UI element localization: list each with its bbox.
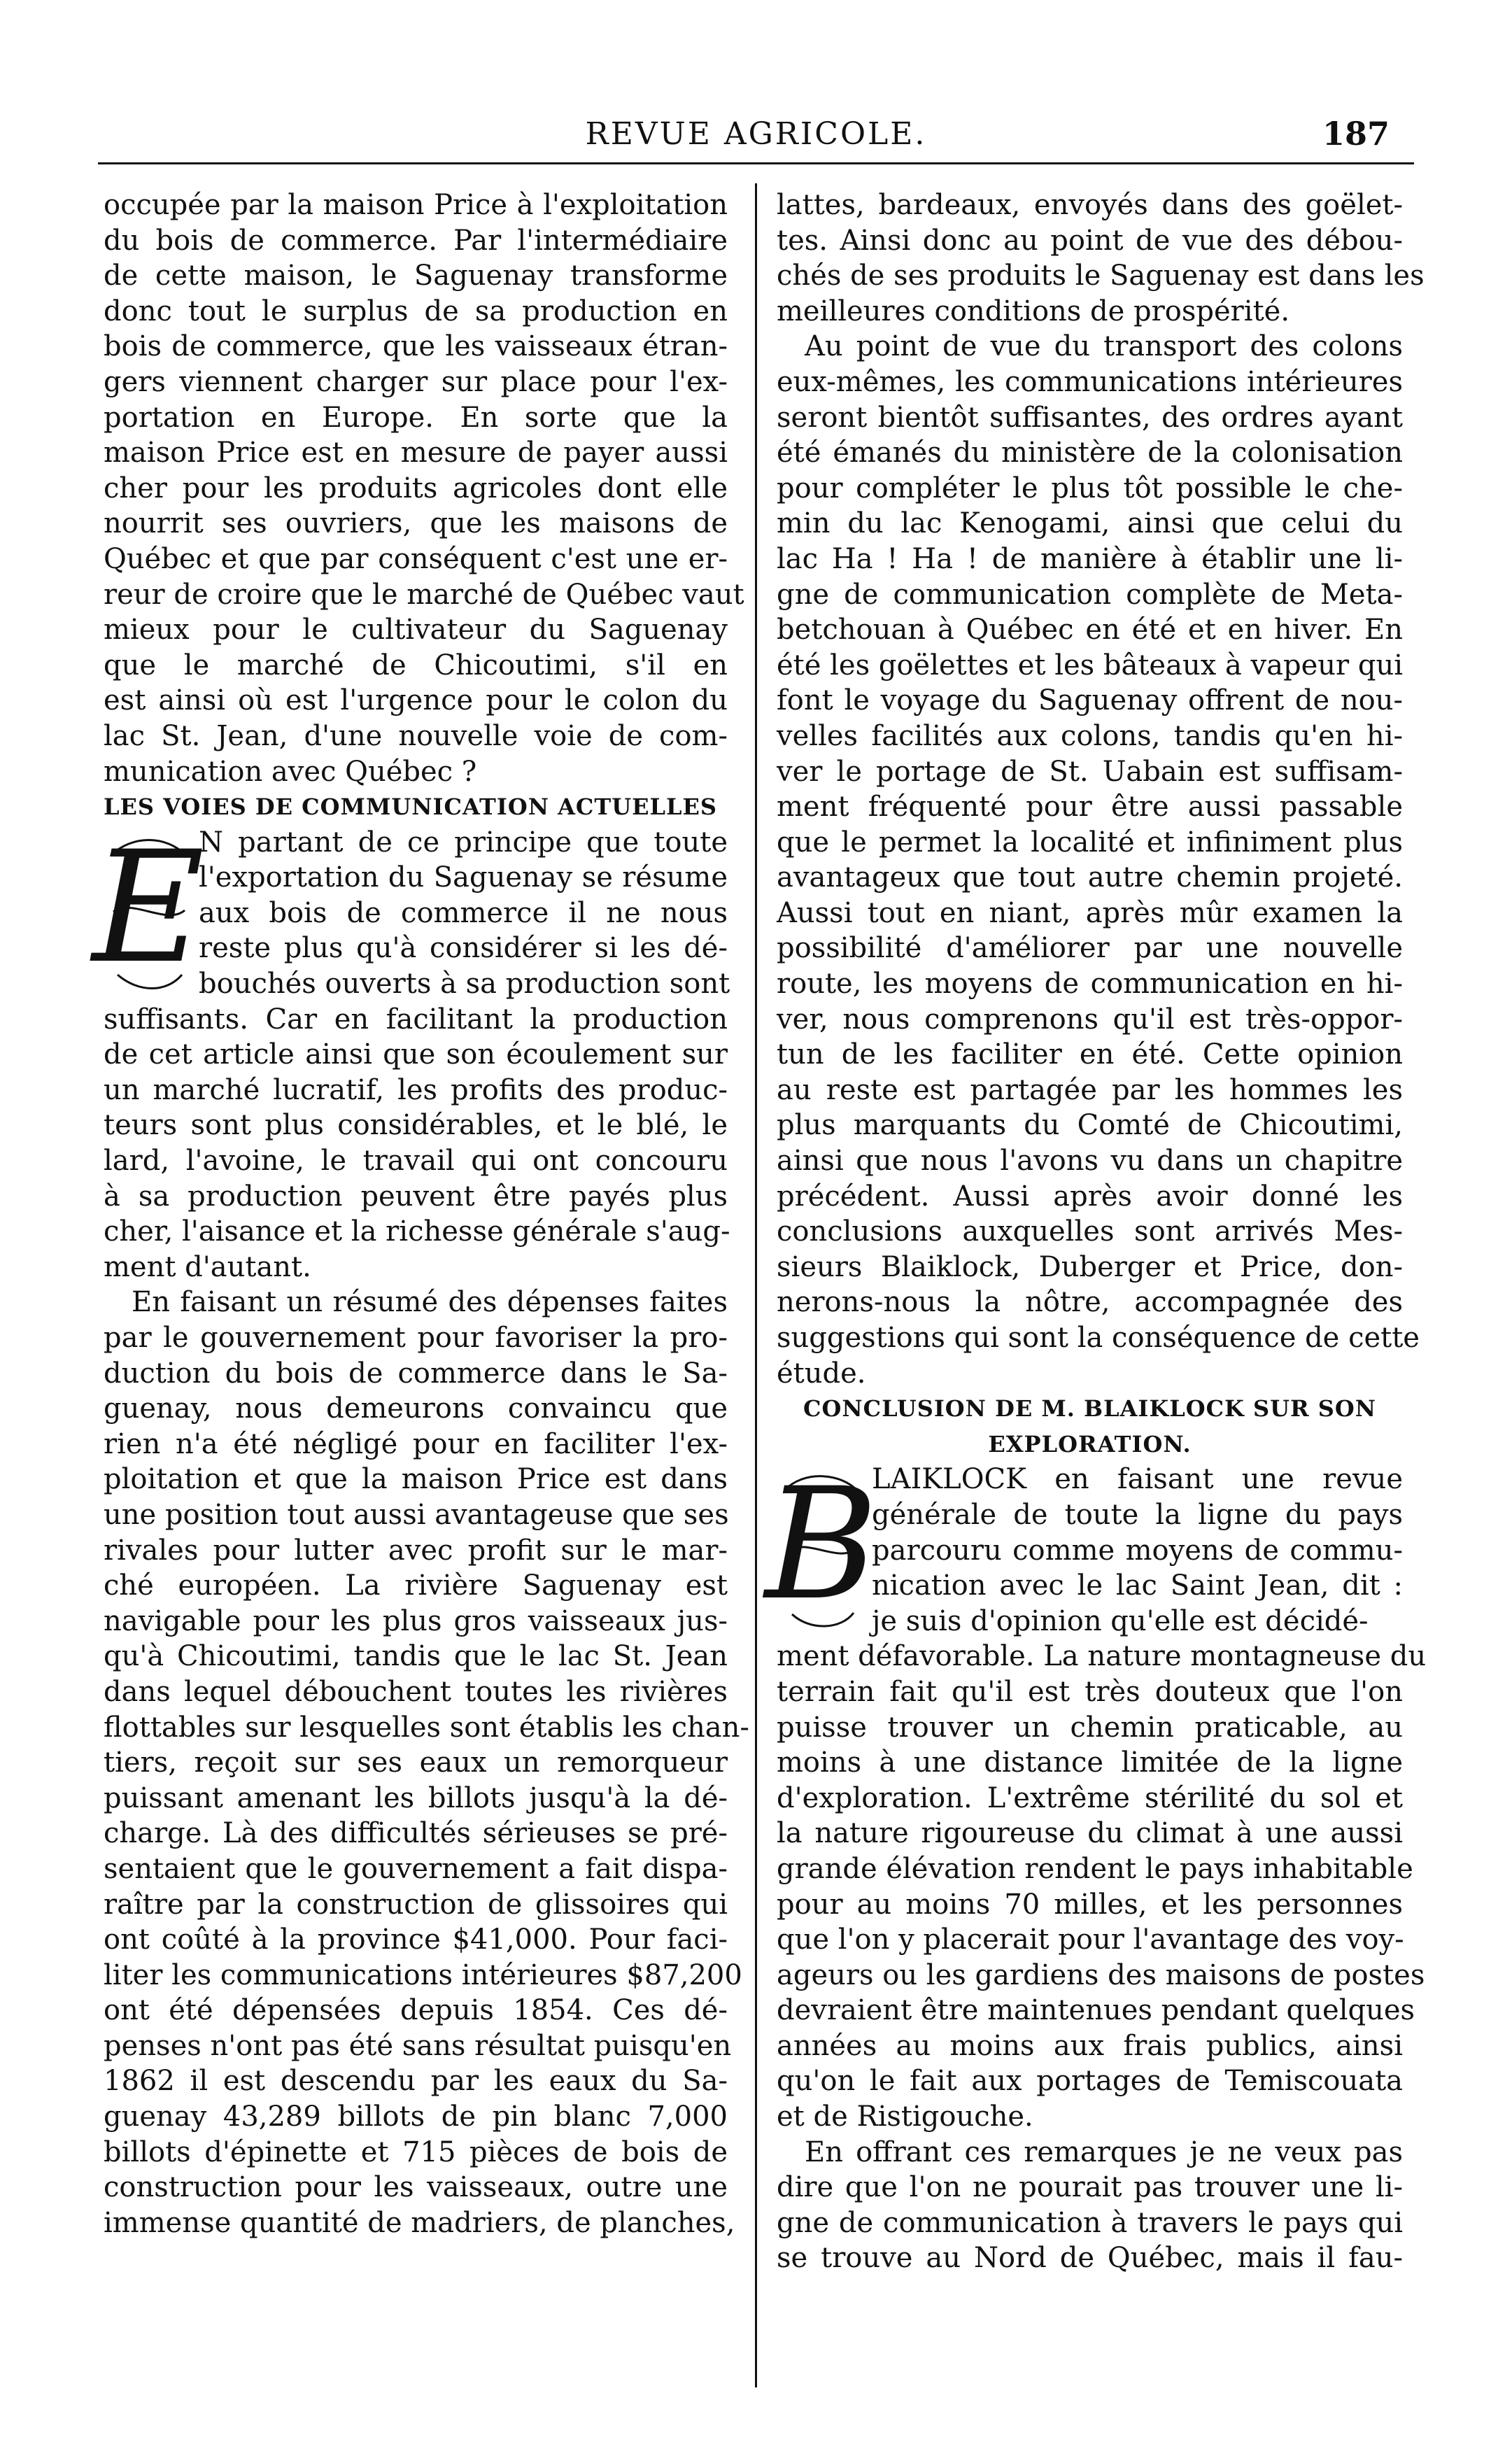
text-line: à sa production peuvent être payés plus <box>104 1180 728 1213</box>
text-line: lac Ha ! Ha ! de manière à établir une li- <box>777 542 1403 575</box>
dropcap-block <box>92 817 730 1002</box>
text-line: duction du bois de commerce dans le Sa- <box>104 1357 728 1390</box>
text-line: flottables sur lesquelles sont établis les chan- <box>104 1711 749 1744</box>
text-line: parcouru comme moyens de commu- <box>872 1534 1403 1567</box>
running-title: REVUE AGRICOLE. <box>585 116 927 152</box>
paragraph <box>104 1285 749 2240</box>
ornamental-initial-e <box>92 817 205 1001</box>
text-line: que le permet la localité et infiniment plus <box>777 826 1403 859</box>
text-line: navigable pour les plus gros vaisseaux jus- <box>104 1604 728 1637</box>
text-line: sentaient que le gouvernement a fait dispa- <box>104 1852 728 1885</box>
text-line: maison Price est en mesure de payer aussi <box>104 437 728 470</box>
text-line: conclusions auxquelles sont arrivés Mes- <box>777 1215 1403 1248</box>
text-line: construction pour les vaisseaux, outre une <box>104 2171 728 2204</box>
text-line: billots d'épinette et 715 pièces de bois de <box>104 2136 728 2168</box>
text-line: donc tout le surplus de sa production en <box>104 295 728 327</box>
dropcap-lines <box>199 825 728 1002</box>
text-line: suggestions qui sont la conséquence de cette <box>777 1322 1420 1354</box>
text-line: est ainsi où est l'urgence pour le colon du <box>104 684 728 717</box>
text-line: par le gouvernement pour favoriser la pro- <box>104 1322 728 1354</box>
text-line: min du lac Kenogami, ainsi que celui du <box>777 507 1403 540</box>
text-line: chés de ses produits le Saguenay est dans les <box>777 260 1425 292</box>
text-line: rien n'a été négligé pour en faciliter l'ex- <box>104 1427 728 1460</box>
text-line: puissant amenant les billots jusqu'à la dé- <box>104 1781 728 1814</box>
text-line: été les goëlettes et les bâteaux à vapeur qui <box>777 649 1404 682</box>
text-line: dans lequel débouchent toutes les rivières <box>104 1675 728 1708</box>
text-line: cher, l'aisance et la richesse générale s'aug- <box>104 1215 730 1248</box>
text-line: velles facilités aux colons, tandis qu'en hi- <box>777 719 1403 752</box>
header-rule <box>98 162 1414 164</box>
text-line: portation en Europe. En sorte que la <box>104 401 728 434</box>
text-line: gne de communication complète de Meta- <box>777 578 1403 611</box>
text-line: aux bois de commerce il ne nous <box>199 896 728 929</box>
text-line: bois de commerce, que les vaisseaux étran- <box>104 330 728 363</box>
text-line: ont coûté à la province $41,000. Pour faci- <box>104 1924 728 1956</box>
paragraph <box>777 1639 1427 2134</box>
text-line: En faisant un résumé des dépenses faites <box>132 1286 728 1319</box>
text-line: se trouve au Nord de Québec, mais il fau- <box>777 2242 1403 2275</box>
text-line: betchouan à Québec en été et en hiver. En <box>777 614 1403 647</box>
text-line: précédent. Aussi après avoir donné les <box>777 1180 1403 1213</box>
text-line: ont été dépensées depuis 1854. Ces dé- <box>104 1994 728 2027</box>
text-line: occupée par la maison Price à l'exploitation <box>104 189 728 221</box>
paragraph <box>777 188 1425 329</box>
text-line: penses n'ont pas été sans résultat puisqu'en <box>104 2029 732 2062</box>
text-line: Québec et que par conséquent c'est une er- <box>104 542 728 575</box>
text-line: guenay, nous demeurons convaincu que <box>104 1392 728 1425</box>
text-line: Aussi tout en niant, après mûr examen la <box>777 896 1403 929</box>
text-line: nourrit ses ouvriers, que les maisons de <box>104 507 728 540</box>
text-line: ment fréquenté pour être aussi passable <box>777 791 1403 824</box>
text-line: raître par la construction de glissoires qui <box>104 1888 728 1921</box>
text-line: Au point de vue du transport des colons <box>805 330 1403 363</box>
text-line: terrain fait qu'il est très douteux que l'on <box>777 1675 1403 1708</box>
text-line: été émanés du ministère de la colonisation <box>777 437 1403 470</box>
text-line: cher pour les produits agricoles dont elle <box>104 472 728 504</box>
text-line: qu'on le fait aux portages de Temiscouata <box>777 2065 1403 2098</box>
text-line: que le marché de Chicoutimi, s'il en <box>104 649 728 682</box>
text-line: reste plus qu'à considérer si les dé- <box>199 932 728 965</box>
dropcap-lines <box>872 1462 1403 1639</box>
text-line: charge. Là des difficultés sérieuses se pré- <box>104 1817 728 1850</box>
paragraph <box>777 2135 1403 2276</box>
paragraph <box>104 188 744 789</box>
text-line: lattes, bardeaux, envoyés dans des goëlet- <box>777 189 1403 221</box>
text-line: de cette maison, le Saguenay transforme <box>104 260 728 292</box>
text-line: font le voyage du Saguenay offrent de nou- <box>777 684 1403 717</box>
text-line: ploitation et que la maison Price est dans <box>104 1463 728 1496</box>
text-line: tiers, reçoit sur ses eaux un remorqueur <box>104 1746 728 1779</box>
text-line: et de Ristigouche. <box>777 2101 1033 2133</box>
left-column <box>92 188 749 2240</box>
text-line: ver, nous comprenons qu'il est très-oppor- <box>777 1003 1403 1036</box>
text-line: moins à une distance limitée de la ligne <box>777 1746 1403 1779</box>
section-heading: CONCLUSION DE M. BLAIKLOCK SUR SON <box>803 1395 1376 1423</box>
dropcap-letter: E <box>92 817 205 997</box>
text-line: nication avec le lac Saint Jean, dit : <box>872 1569 1403 1602</box>
text-line: ment défavorable. La nature montagneuse du <box>777 1640 1427 1673</box>
text-line: N partant de ce principe que toute <box>199 826 728 859</box>
text-line: mieux pour le cultivateur du Saguenay <box>104 614 728 647</box>
text-line: de cet article ainsi que son écoulement sur <box>104 1038 728 1071</box>
text-line: suffisants. Car en facilitant la production <box>104 1003 728 1036</box>
text-line: ageurs ou les gardiens des maisons de postes <box>777 1959 1425 1991</box>
dropcap-letter: B <box>765 1455 878 1635</box>
text-line: teurs sont plus considérables, et le blé, le <box>104 1109 728 1142</box>
text-line: lac St. Jean, d'une nouvelle voie de com- <box>104 719 728 752</box>
column-divider <box>755 183 757 2387</box>
paragraph <box>777 329 1420 1391</box>
text-line: plus marquants du Comté de Chicoutimi, <box>777 1109 1403 1142</box>
text-line: je suis d'opinion qu'elle est décidé- <box>872 1604 1369 1637</box>
text-line: bouchés ouverts à sa production sont <box>199 968 730 1001</box>
text-line: gers viennent charger sur place pour l'ex- <box>104 365 728 398</box>
text-line: gne de communication à travers le pays qui <box>777 2206 1403 2239</box>
text-line: route, les moyens de communication en hi- <box>777 968 1403 1001</box>
section-heading: LES VOIES DE COMMUNICATION ACTUELLES <box>104 793 717 821</box>
text-line: lard, l'avoine, le travail qui ont concouru <box>104 1145 728 1178</box>
section-heading-continued: EXPLORATION. <box>988 1430 1192 1458</box>
text-line: devraient être maintenues pendant quelques <box>777 1994 1415 2027</box>
text-line: que l'on y placerait pour l'avantage des voy- <box>777 1924 1404 1956</box>
text-line: reur de croire que le marché de Québec vaut <box>104 578 744 611</box>
text-line: guenay 43,289 billots de pin blanc 7,000 <box>104 2101 728 2133</box>
text-line: nerons-nous la nôtre, accompagnée des <box>777 1286 1403 1319</box>
text-line: ainsi que nous l'avons vu dans un chapitre <box>777 1145 1403 1178</box>
text-line: d'exploration. L'extrême stérilité du sol et <box>777 1781 1403 1814</box>
text-line: un marché lucratif, les profits des produc- <box>104 1073 728 1106</box>
text-line: sieurs Blaiklock, Duberger et Price, don- <box>777 1250 1403 1283</box>
text-line: En offrant ces remarques je ne veux pas <box>805 2136 1403 2168</box>
text-line: tun de les faciliter en été. Cette opinion <box>777 1038 1403 1071</box>
text-line: années au moins aux frais publics, ainsi <box>777 2029 1403 2062</box>
text-line: avantageux que tout autre chemin projeté. <box>777 861 1403 894</box>
text-line: générale de toute la ligne du pays <box>872 1498 1403 1531</box>
text-line: ment d'autant. <box>104 1250 311 1283</box>
text-line: l'exportation du Saguenay se résume <box>199 861 728 894</box>
text-line: étude. <box>777 1357 866 1390</box>
text-line: au reste est partagée par les hommes les <box>777 1073 1403 1106</box>
text-line: ché européen. La rivière Saguenay est <box>104 1569 728 1602</box>
text-line: la nature rigoureuse du climat à une aussi <box>777 1817 1403 1850</box>
paragraph <box>104 1002 728 1285</box>
text-line: immense quantité de madriers, de planches, <box>104 2206 735 2239</box>
text-line: 1862 il est descendu par les eaux du Sa- <box>104 2065 728 2098</box>
text-line: liter les communications intérieures $87,200 <box>104 1959 742 1991</box>
text-line: meilleures conditions de prospérité. <box>777 295 1290 327</box>
text-line: pour compléter le plus tôt possible le che- <box>777 472 1403 504</box>
text-line: dire que l'on ne pourait pas trouver une li- <box>777 2171 1403 2204</box>
text-line: qu'à Chicoutimi, tandis que le lac St. Jean <box>104 1640 728 1673</box>
text-line: possibilité d'améliorer par une nouvelle <box>777 932 1403 965</box>
text-line: tes. Ainsi donc au point de vue des débou- <box>777 224 1403 257</box>
text-line: puisse trouver un chemin praticable, au <box>777 1711 1403 1744</box>
text-line: LAIKLOCK en faisant une revue <box>872 1463 1403 1496</box>
text-line: du bois de commerce. Par l'intermédiaire <box>104 224 728 257</box>
text-line: munication avec Québec ? <box>104 755 477 788</box>
text-line: eux-mêmes, les communications intérieures <box>777 365 1403 398</box>
text-line: ver le portage de St. Uabain est suffisam- <box>777 755 1403 788</box>
text-line: rivales pour lutter avec profit sur le mar- <box>104 1534 728 1567</box>
dropcap-block <box>765 1455 1403 1639</box>
page-number: 187 <box>1322 115 1390 153</box>
text-line: une position tout aussi avantageuse que ses <box>104 1498 729 1531</box>
right-column <box>765 188 1427 2276</box>
text-line: seront bientôt suffisantes, des ordres ayant <box>777 401 1403 434</box>
text-line: pour au moins 70 milles, et les personnes <box>777 1888 1403 1921</box>
text-line: grande élévation rendent le pays inhabitable <box>777 1852 1413 1885</box>
ornamental-initial-b <box>765 1455 878 1638</box>
